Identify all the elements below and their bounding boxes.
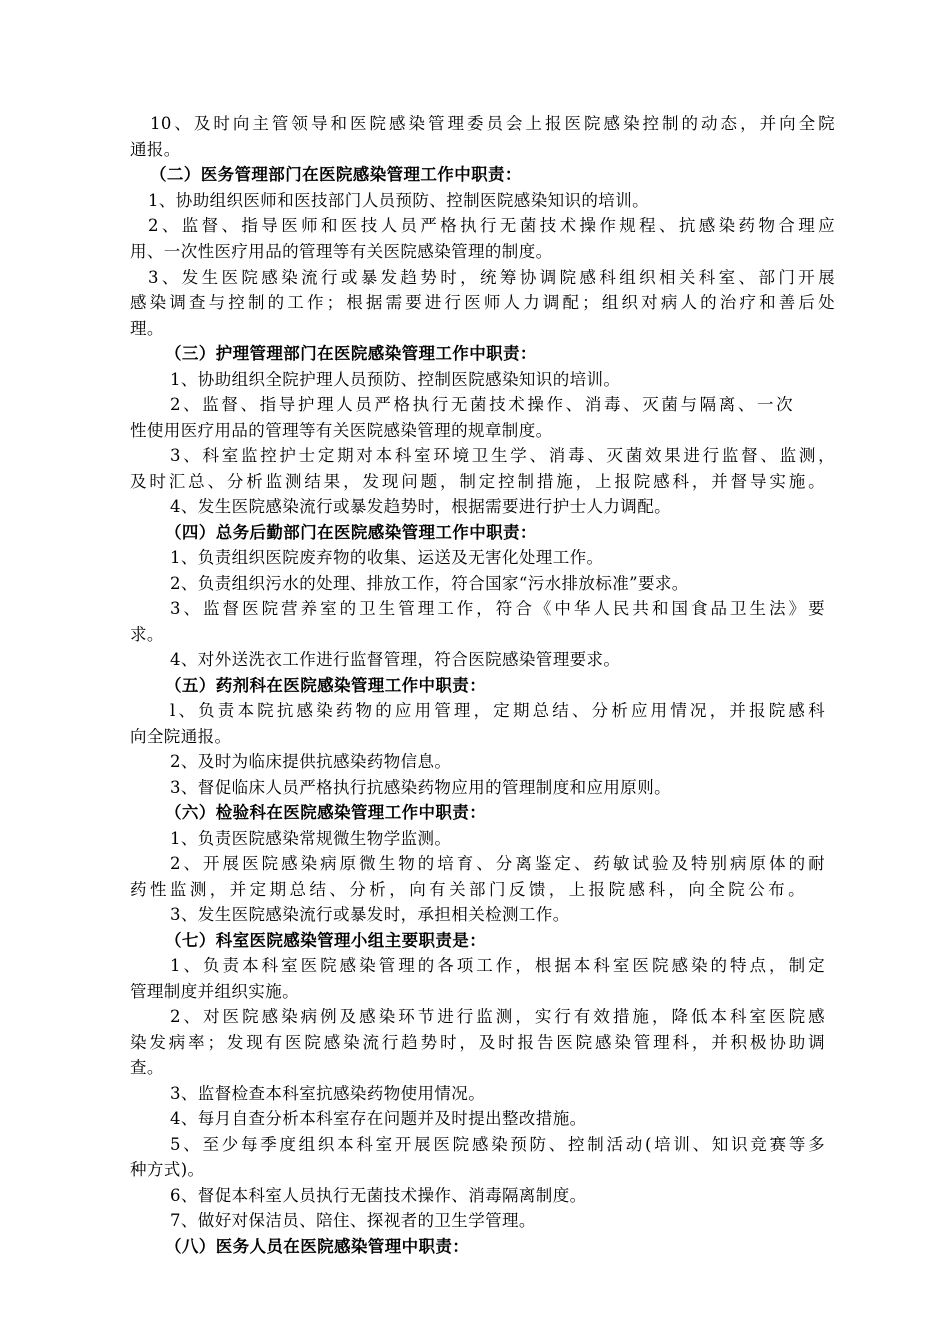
text-line: 查。: [130, 1058, 164, 1077]
text-line: 通报。: [130, 140, 181, 159]
text-line: 3、监督检查本科室抗感染药物使用情况。: [170, 1084, 486, 1103]
section-heading: （二）医务管理部门在医院感染管理工作中职责：: [150, 165, 522, 184]
text-line: 4、每月自查分析本科室存在问题并及时提出整改措施。: [170, 1109, 587, 1128]
text-line: 1、协助组织医师和医技部门人员预防、控制医院感染知识的培训。: [148, 191, 649, 210]
text-line: 5、至少每季度组织本科室开展医院感染预防、控制活动(培训、知识竞赛等多: [170, 1135, 825, 1154]
text-line: 1、负责组织医院废弃物的收集、运送及无害化处理工作。: [170, 548, 604, 567]
text-line: 4、发生医院感染流行或暴发趋势时，根据需要进行护士人力调配。: [170, 497, 671, 516]
text-line: 2、监督、指导医师和医技人员严格执行无菌技术操作规程、抗感染药物合理应: [148, 216, 835, 235]
text-line: 理。: [130, 319, 164, 338]
text-line: 向全院通报。: [130, 727, 232, 746]
text-line: 2、负责组织污水的处理、排放工作，符合国家“污水排放标准”要求。: [170, 574, 689, 593]
section-heading: （五）药剂科在医院感染管理工作中职责：: [165, 676, 487, 695]
text-line: 2、对医院感染病例及感染环节进行监测，实行有效措施，降低本科室医院感: [170, 1007, 825, 1026]
text-line: 用、一次性医疗用品的管理等有关医院感染管理的制度。: [130, 242, 553, 261]
text-line: 1、协助组织全院护理人员预防、控制医院感染知识的培训。: [170, 370, 621, 389]
text-line: 3、督促临床人员严格执行抗感染药物应用的管理制度和应用原则。: [170, 778, 671, 797]
text-line: 性使用医疗用品的管理等有关医院感染管理的规章制度。: [130, 421, 553, 440]
text-line: 3、科室监控护士定期对本科室环境卫生学、消毒、灭菌效果进行监督、监测，: [170, 446, 835, 465]
text-line: 药性监测，并定期总结、分析，向有关部门反馈，上报院感科，向全院公布。: [130, 880, 805, 899]
section-heading: （八）医务人员在医院感染管理中职责：: [165, 1237, 470, 1256]
text-line: 染发病率；发现有医院感染流行趋势时，及时报告医院感染管理科，并积极协助调: [130, 1033, 825, 1052]
section-heading: （六）检验科在医院感染管理工作中职责：: [165, 803, 487, 822]
section-heading: （三）护理管理部门在医院感染管理工作中职责：: [165, 344, 537, 363]
text-line: l、负责本院抗感染药物的应用管理，定期总结、分析应用情况，并报院感科: [170, 701, 825, 720]
text-line: 2、监督、指导护理人员严格执行无菌技术操作、消毒、灭菌与隔离、一次: [170, 395, 793, 414]
text-line: 7、做好对保洁员、陪住、探视者的卫生学管理。: [170, 1211, 536, 1230]
section-heading: （四）总务后勤部门在医院感染管理工作中职责：: [165, 523, 537, 542]
text-line: 4、对外送洗衣工作进行监督管理，符合医院感染管理要求。: [170, 650, 621, 669]
text-line: 3、发生医院感染流行或暴发时，承担相关检测工作。: [170, 905, 570, 924]
text-line: 及时汇总、分析监测结果，发现问题，制定控制措施，上报院感科，并督导实施。: [130, 472, 825, 491]
text-line: 1、负责医院感染常规微生物学监测。: [170, 829, 452, 848]
text-line: 管理制度并组织实施。: [130, 982, 299, 1001]
text-line: 求。: [130, 625, 164, 644]
text-line: 种方式)。: [130, 1160, 205, 1179]
text-line: 感染调查与控制的工作；根据需要进行医师人力调配；组织对病人的治疗和善后处: [130, 293, 835, 312]
text-line: 3、监督医院营养室的卫生管理工作，符合《中华人民共和国食品卫生法》要: [170, 599, 825, 618]
section-heading: （七）科室医院感染管理小组主要职责是：: [165, 931, 487, 950]
text-line: 3、发生医院感染流行或暴发趋势时，统筹协调院感科组织相关科室、部门开展: [148, 268, 835, 287]
text-line: 1、负责本科室医院感染管理的各项工作，根据本科室医院感染的特点，制定: [170, 956, 825, 975]
text-line: 2、及时为临床提供抗感染药物信息。: [170, 752, 452, 771]
text-line: 10、及时向主管领导和医院感染管理委员会上报医院感染控制的动态，并向全院: [150, 114, 835, 133]
text-line: 2、开展医院感染病原微生物的培育、分离鉴定、药敏试验及特别病原体的耐: [170, 854, 825, 873]
text-line: 6、督促本科室人员执行无菌技术操作、消毒隔离制度。: [170, 1186, 587, 1205]
